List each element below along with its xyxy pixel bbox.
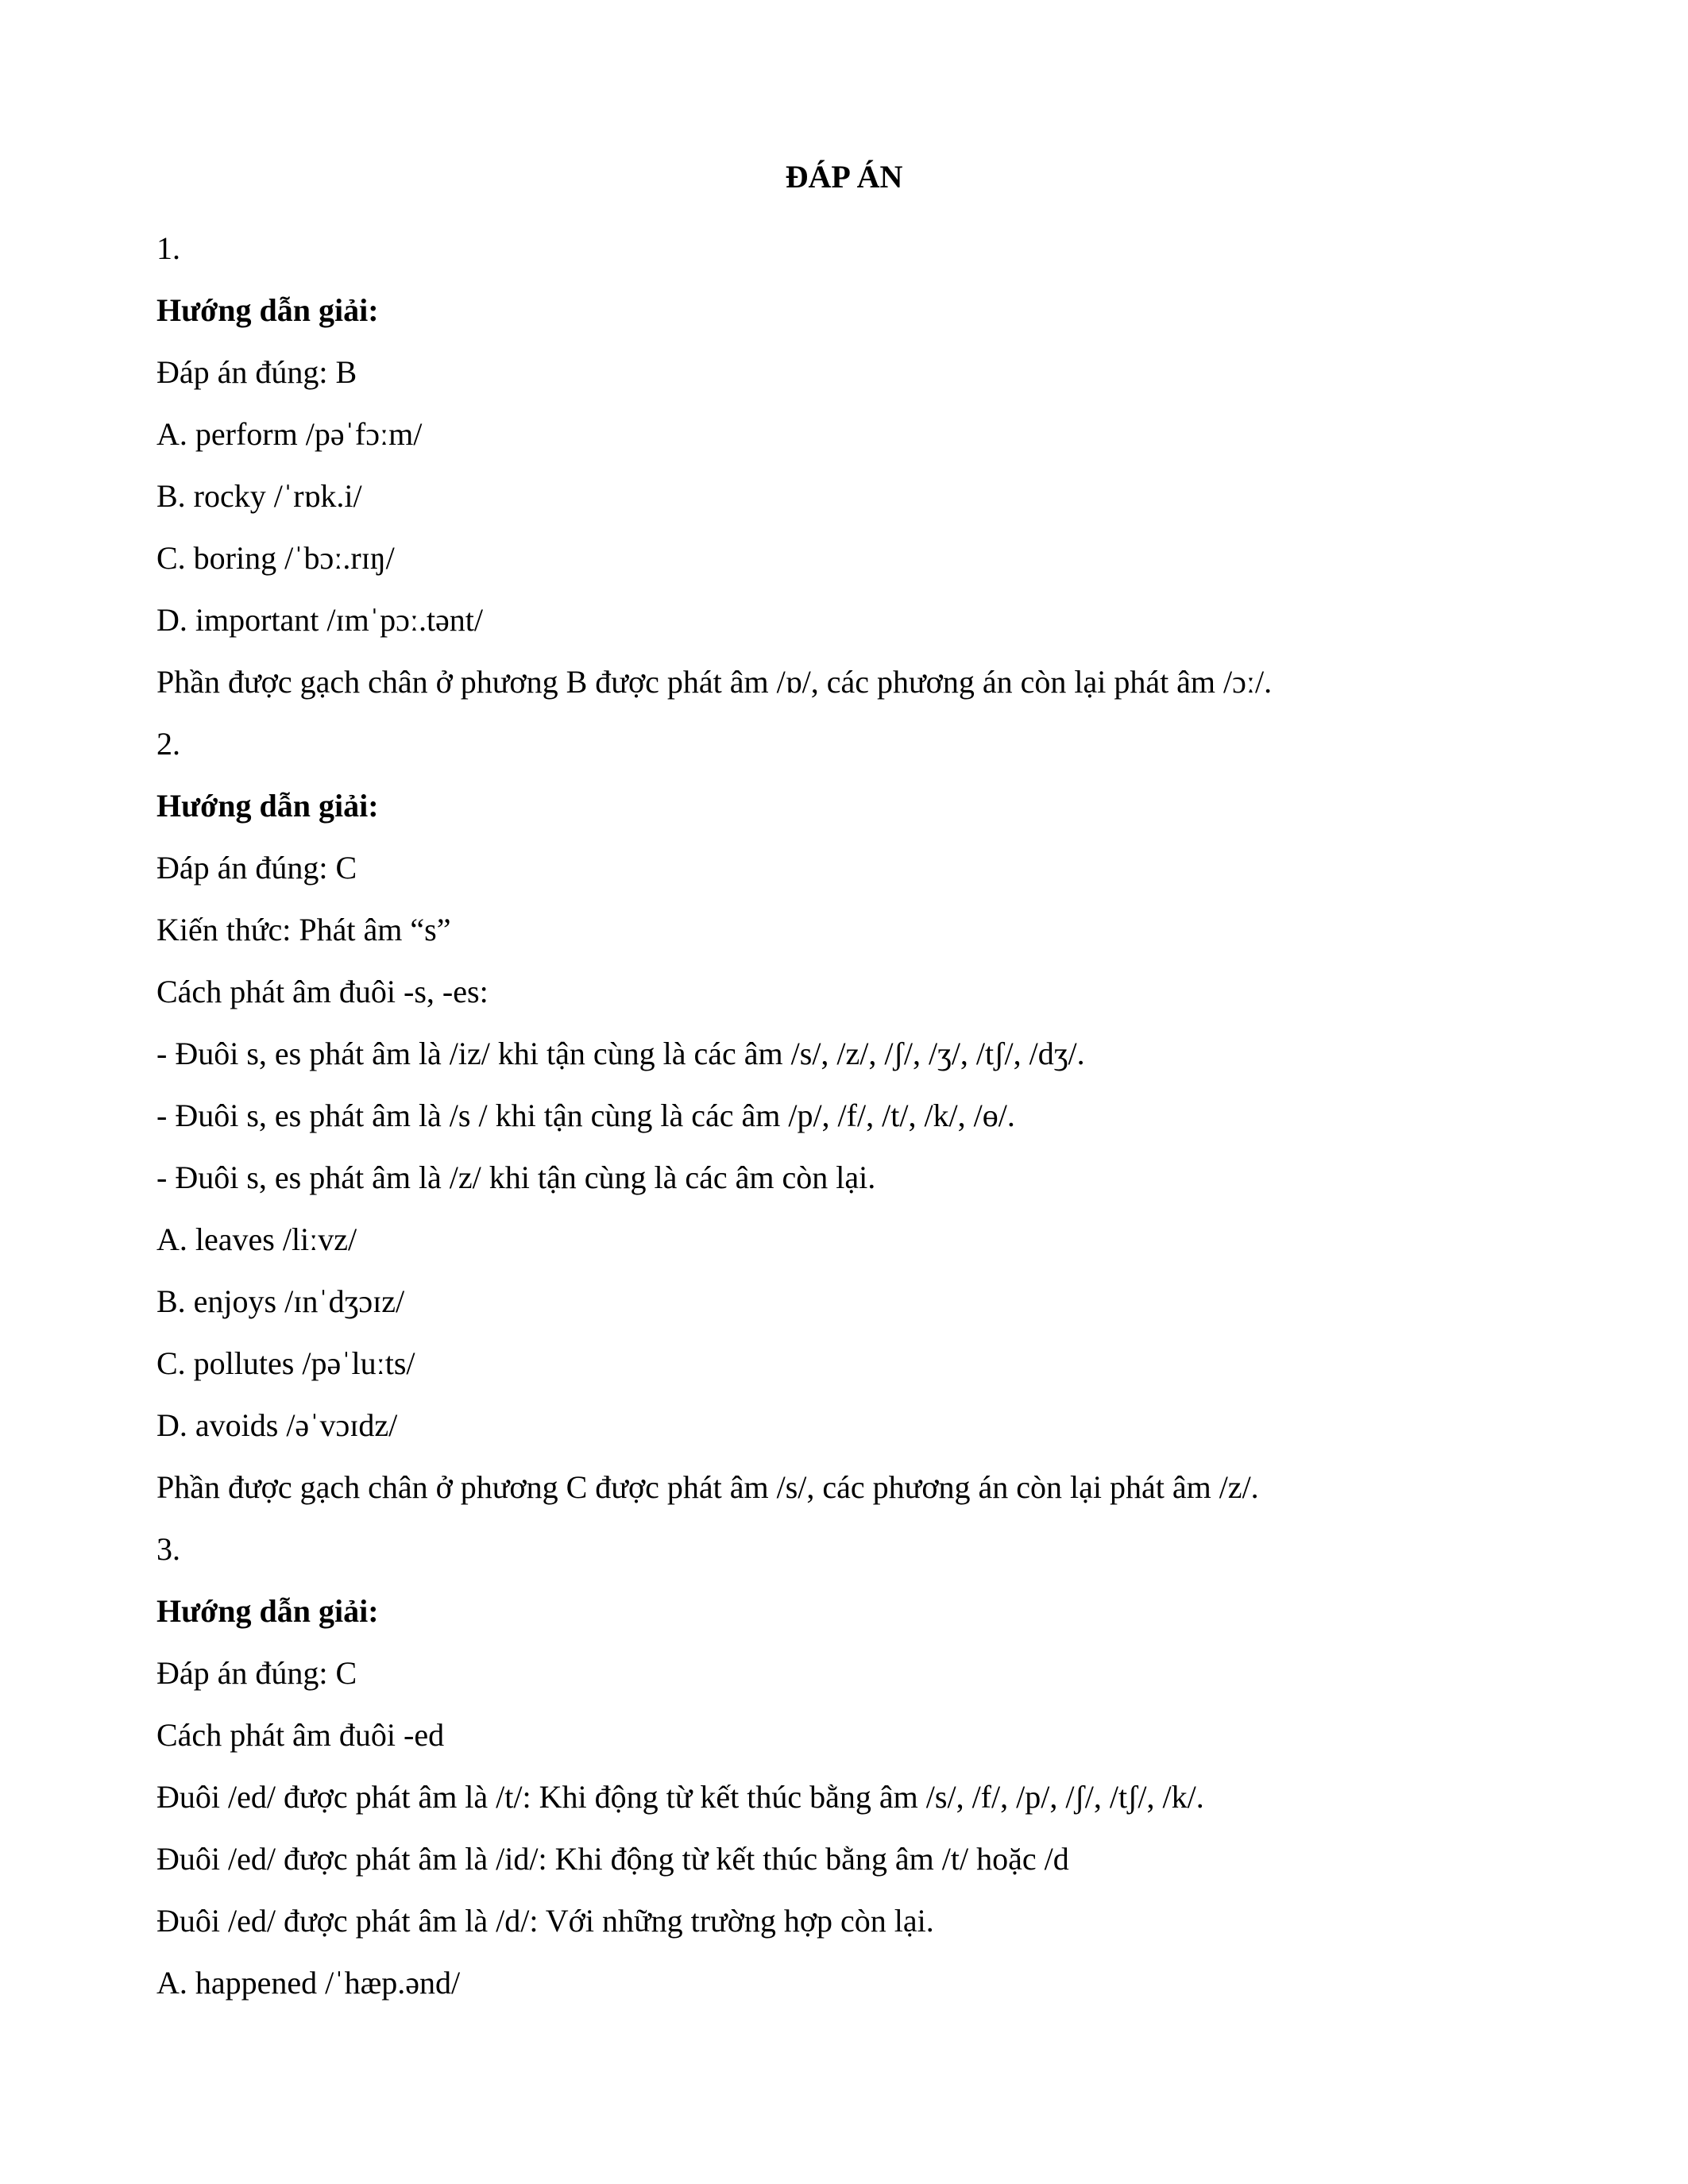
correct-answer: Đáp án đúng: C bbox=[156, 850, 357, 886]
explanation-line: Phần được gạch chân ở phương B được phát âm /ɒ/, các phương án còn lại phát âm /ɔː/. bbox=[156, 664, 1273, 700]
option-line: D. avoids /əˈvɔɪdz/ bbox=[156, 1407, 398, 1443]
guide-heading: Hướng dẫn giải: bbox=[156, 1593, 379, 1629]
page-title: ĐÁP ÁN bbox=[785, 159, 903, 195]
rule-line: Đuôi /ed/ được phát âm là /t/: Khi động từ kết thúc bằng âm /s/, /f/, /p/, /ʃ/, /tʃ/, /k/. bbox=[156, 1779, 1204, 1815]
question-number: 1. bbox=[156, 230, 180, 266]
answer-content bbox=[156, 218, 1555, 2014]
option-line: B. enjoys /ɪnˈdʒɔɪz/ bbox=[156, 1283, 405, 1319]
question-number: 2. bbox=[156, 726, 180, 762]
correct-answer: Đáp án đúng: B bbox=[156, 354, 357, 390]
option-line: C. pollutes /pəˈluːts/ bbox=[156, 1345, 415, 1381]
rule-line: Đuôi /ed/ được phát âm là /id/: Khi động từ kết thúc bằng âm /t/ hoặc /d bbox=[156, 1841, 1069, 1877]
rule-heading: Cách phát âm đuôi -ed bbox=[156, 1717, 445, 1753]
correct-answer: Đáp án đúng: C bbox=[156, 1655, 357, 1691]
rule-line: - Đuôi s, es phát âm là /s / khi tận cùng là các âm /p/, /f/, /t/, /k/, /ɵ/. bbox=[156, 1098, 1015, 1133]
rule-line: - Đuôi s, es phát âm là /z/ khi tận cùng là các âm còn lại. bbox=[156, 1160, 876, 1195]
option-line: A. perform /pəˈfɔːm/ bbox=[156, 416, 423, 452]
question-section bbox=[156, 218, 1555, 713]
question-section bbox=[156, 1518, 1555, 2014]
option-line: A. leaves /liːvz/ bbox=[156, 1221, 357, 1257]
option-line: C. boring /ˈbɔː.rɪŋ/ bbox=[156, 540, 395, 576]
question-section bbox=[156, 713, 1555, 1518]
option-line: D. important /ɪmˈpɔː.tənt/ bbox=[156, 602, 484, 638]
guide-heading: Hướng dẫn giải: bbox=[156, 292, 379, 328]
rule-heading: Cách phát âm đuôi -s, -es: bbox=[156, 974, 489, 1009]
guide-heading: Hướng dẫn giải: bbox=[156, 788, 379, 824]
rule-line: - Đuôi s, es phát âm là /iz/ khi tận cùng là các âm /s/, /z/, /ʃ/, /ʒ/, /tʃ/, /dʒ/. bbox=[156, 1036, 1085, 1071]
knowledge-line: Kiến thức: Phát âm “s” bbox=[156, 912, 451, 947]
rule-line: Đuôi /ed/ được phát âm là /d/: Với những trường hợp còn lại. bbox=[156, 1903, 934, 1939]
option-line: B. rocky /ˈrɒk.i/ bbox=[156, 478, 362, 514]
option-line: A. happened /ˈhæp.ənd/ bbox=[156, 1965, 461, 2001]
question-number: 3. bbox=[156, 1531, 180, 1567]
explanation-line: Phần được gạch chân ở phương C được phát âm /s/, các phương án còn lại phát âm /z/. bbox=[156, 1469, 1259, 1505]
